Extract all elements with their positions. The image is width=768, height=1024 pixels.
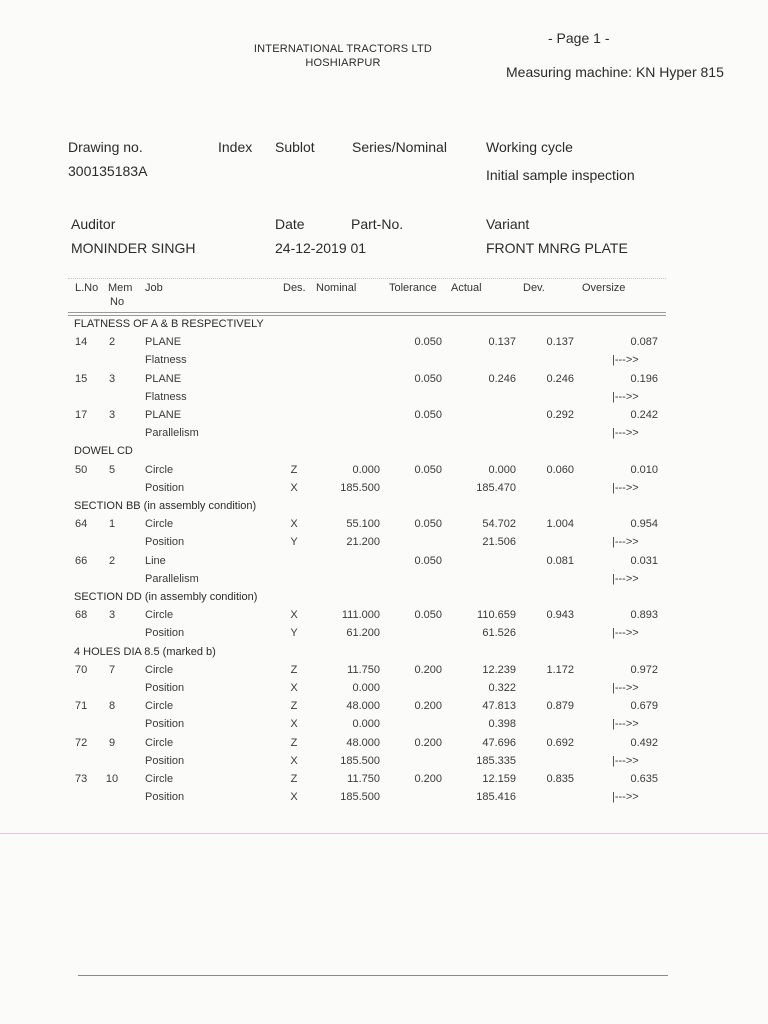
cell-mem: 3 <box>108 409 116 421</box>
cell-actual: 12.159 <box>482 773 516 785</box>
cell-oversize: |--->> <box>612 391 639 403</box>
partno-label: Part-No. <box>351 216 404 232</box>
cell-des: Z <box>290 664 298 676</box>
cell-mem: 7 <box>108 664 116 676</box>
cell-dev: 0.879 <box>546 700 574 712</box>
cell-actual: 61.526 <box>482 627 516 639</box>
cell-tolerance: 0.050 <box>414 518 442 530</box>
measuring-machine: Measuring machine: KN Hyper 815 <box>506 64 724 80</box>
cell-job: Position <box>145 482 185 494</box>
cell-nominal: 0.000 <box>352 464 380 476</box>
cell-job: Circle <box>145 609 174 621</box>
date-value: 24-12-2019 01 <box>275 240 367 256</box>
cell-des: Z <box>290 700 298 712</box>
company-city: HOSHIARPUR <box>305 57 381 69</box>
cell-nominal: 61.200 <box>346 627 380 639</box>
cell-des: Y <box>290 536 298 548</box>
cell-dev: 1.172 <box>546 664 574 676</box>
cycle-value: Initial sample inspection <box>486 167 635 183</box>
cell-job: Circle <box>145 700 174 712</box>
cell-tolerance: 0.050 <box>414 464 442 476</box>
cell-job: Position <box>145 755 185 767</box>
header-rule-2 <box>68 315 666 316</box>
auditor-value: MONINDER SINGH <box>71 240 196 256</box>
cell-des: Z <box>290 464 298 476</box>
cell-lno: 73 <box>75 773 88 785</box>
cell-oversize: |--->> <box>612 718 639 730</box>
cell-oversize: 0.087 <box>630 336 658 348</box>
cell-des: X <box>290 518 298 530</box>
col-nominal: Nominal <box>316 282 357 294</box>
cell-tolerance: 0.200 <box>414 700 442 712</box>
cell-job: PLANE <box>145 373 182 385</box>
cell-tolerance: 0.050 <box>414 555 442 567</box>
cell-oversize: 0.031 <box>630 555 658 567</box>
cell-job: Position <box>145 791 185 803</box>
cell-mem: 10 <box>105 773 119 785</box>
cell-job: Circle <box>145 773 174 785</box>
sublot-label: Sublot <box>275 139 315 155</box>
cell-des: Y <box>290 627 298 639</box>
cell-tolerance: 0.200 <box>414 664 442 676</box>
cell-job: Position <box>145 718 185 730</box>
cell-tolerance: 0.200 <box>414 737 442 749</box>
cell-tolerance: 0.050 <box>414 609 442 621</box>
company-name: INTERNATIONAL TRACTORS LTD <box>253 43 433 55</box>
cell-actual: 185.470 <box>476 482 516 494</box>
col-des: Des. <box>283 282 306 294</box>
cell-mem: 3 <box>108 373 116 385</box>
col-mem-no: No <box>110 296 125 308</box>
cell-actual: 12.239 <box>482 664 516 676</box>
series-label: Series/Nominal <box>352 139 447 155</box>
variant-label: Variant <box>486 216 530 232</box>
cell-actual: 0.000 <box>488 464 516 476</box>
cell-oversize: |--->> <box>612 427 639 439</box>
cell-oversize: 0.010 <box>630 464 658 476</box>
header-rule-top <box>68 278 666 279</box>
col-actual: Actual <box>451 282 482 294</box>
cell-nominal: 48.000 <box>346 700 380 712</box>
cell-nominal: 0.000 <box>352 718 380 730</box>
cell-oversize: |--->> <box>612 573 639 585</box>
cell-oversize: |--->> <box>612 755 639 767</box>
auditor-label: Auditor <box>71 216 116 232</box>
cell-nominal: 55.100 <box>346 518 380 530</box>
cell-dev: 0.246 <box>546 373 574 385</box>
cell-des: X <box>290 755 298 767</box>
cell-des: X <box>290 682 298 694</box>
cell-actual: 0.246 <box>488 373 516 385</box>
cell-dev: 0.835 <box>546 773 574 785</box>
cell-mem: 3 <box>108 609 116 621</box>
cell-oversize: 0.635 <box>630 773 658 785</box>
cell-oversize: 0.893 <box>630 609 658 621</box>
cell-oversize: 0.972 <box>630 664 658 676</box>
drawing-label: Drawing no. <box>68 139 143 155</box>
section-heading: DOWEL CD <box>74 445 133 457</box>
cell-dev: 0.137 <box>546 336 574 348</box>
cell-oversize: |--->> <box>612 354 639 366</box>
cell-job: Circle <box>145 518 174 530</box>
cell-oversize: 0.242 <box>630 409 658 421</box>
cell-nominal: 11.750 <box>347 664 380 676</box>
cell-nominal: 48.000 <box>346 737 380 749</box>
page-break-line <box>0 833 768 834</box>
cell-job: Flatness <box>145 354 187 366</box>
cell-lno: 17 <box>75 409 88 421</box>
cell-lno: 66 <box>75 555 88 567</box>
variant-value: FRONT MNRG PLATE <box>486 240 628 256</box>
cell-oversize: 0.196 <box>630 373 658 385</box>
col-dev: Dev. <box>523 282 545 294</box>
page-number: - Page 1 - <box>548 30 610 46</box>
cell-tolerance: 0.050 <box>414 373 442 385</box>
cell-job: PLANE <box>145 336 182 348</box>
cell-lno: 71 <box>75 700 88 712</box>
cell-job: Circle <box>145 464 174 476</box>
cell-oversize: |--->> <box>612 536 639 548</box>
cell-oversize: 0.954 <box>630 518 658 530</box>
cell-tolerance: 0.200 <box>414 773 442 785</box>
cell-oversize: 0.492 <box>630 737 658 749</box>
cell-actual: 54.702 <box>482 518 516 530</box>
cell-actual: 21.506 <box>482 536 516 548</box>
cell-des: X <box>290 791 298 803</box>
cell-mem: 2 <box>108 336 116 348</box>
cell-actual: 0.398 <box>488 718 516 730</box>
cell-oversize: 0.679 <box>630 700 658 712</box>
col-lno: L.No <box>75 282 99 294</box>
cell-nominal: 185.500 <box>340 791 380 803</box>
cell-actual: 47.813 <box>482 700 516 712</box>
header-rule-1 <box>68 312 666 313</box>
section-heading: FLATNESS OF A & B RESPECTIVELY <box>74 318 264 330</box>
cell-des: X <box>290 482 298 494</box>
cell-job: Circle <box>145 664 174 676</box>
cell-mem: 1 <box>108 518 116 530</box>
cell-job: PLANE <box>145 409 182 421</box>
cell-actual: 185.416 <box>476 791 516 803</box>
cell-tolerance: 0.050 <box>414 336 442 348</box>
section-heading: SECTION BB (in assembly condition) <box>74 500 257 512</box>
cell-oversize: |--->> <box>612 627 639 639</box>
cell-lno: 64 <box>75 518 88 530</box>
cell-actual: 47.696 <box>482 737 516 749</box>
cell-des: X <box>290 718 298 730</box>
cell-job: Position <box>145 682 185 694</box>
cell-dev: 0.943 <box>546 609 574 621</box>
cell-lno: 72 <box>75 737 88 749</box>
cell-actual: 0.137 <box>488 336 516 348</box>
cell-lno: 15 <box>75 373 88 385</box>
col-job: Job <box>145 282 163 294</box>
col-oversize: Oversize <box>582 282 626 294</box>
cycle-label: Working cycle <box>486 139 573 155</box>
cell-lno: 50 <box>75 464 88 476</box>
cell-dev: 0.292 <box>546 409 574 421</box>
date-label: Date <box>275 216 305 232</box>
cell-nominal: 185.500 <box>340 482 380 494</box>
drawing-value: 300135183A <box>68 163 148 179</box>
cell-oversize: |--->> <box>612 682 639 694</box>
index-label: Index <box>218 139 253 155</box>
cell-job: Parallelism <box>145 427 199 439</box>
cell-job: Position <box>145 536 185 548</box>
cell-dev: 0.692 <box>546 737 574 749</box>
cell-oversize: |--->> <box>612 791 639 803</box>
cell-lno: 70 <box>75 664 88 676</box>
cell-job: Position <box>145 627 185 639</box>
section-heading: SECTION DD (in assembly condition) <box>74 591 258 603</box>
cell-actual: 185.335 <box>476 755 516 767</box>
cell-dev: 1.004 <box>546 518 574 530</box>
cell-mem: 9 <box>108 737 116 749</box>
cell-job: Circle <box>145 737 174 749</box>
cell-lno: 68 <box>75 609 88 621</box>
col-tolerance: Tolerance <box>389 282 437 294</box>
cell-nominal: 111.000 <box>341 609 380 621</box>
cell-job: Parallelism <box>145 573 199 585</box>
cell-nominal: 185.500 <box>340 755 380 767</box>
cell-mem: 5 <box>108 464 116 476</box>
cell-nominal: 0.000 <box>352 682 380 694</box>
cell-tolerance: 0.050 <box>414 409 442 421</box>
cell-job: Flatness <box>145 391 187 403</box>
cell-mem: 8 <box>108 700 116 712</box>
cell-lno: 14 <box>75 336 88 348</box>
cell-des: X <box>290 609 298 621</box>
cell-des: Z <box>290 773 298 785</box>
cell-nominal: 11.750 <box>347 773 380 785</box>
cell-dev: 0.081 <box>546 555 574 567</box>
cell-dev: 0.060 <box>546 464 574 476</box>
cell-mem: 2 <box>108 555 116 567</box>
cell-des: Z <box>290 737 298 749</box>
cell-nominal: 21.200 <box>346 536 380 548</box>
section-heading: 4 HOLES DIA 8.5 (marked b) <box>74 646 216 658</box>
col-mem: Mem <box>108 282 133 294</box>
footer-line <box>78 975 668 976</box>
cell-actual: 0.322 <box>488 682 516 694</box>
cell-actual: 110.659 <box>477 609 516 621</box>
cell-job: Line <box>145 555 166 567</box>
cell-oversize: |--->> <box>612 482 639 494</box>
